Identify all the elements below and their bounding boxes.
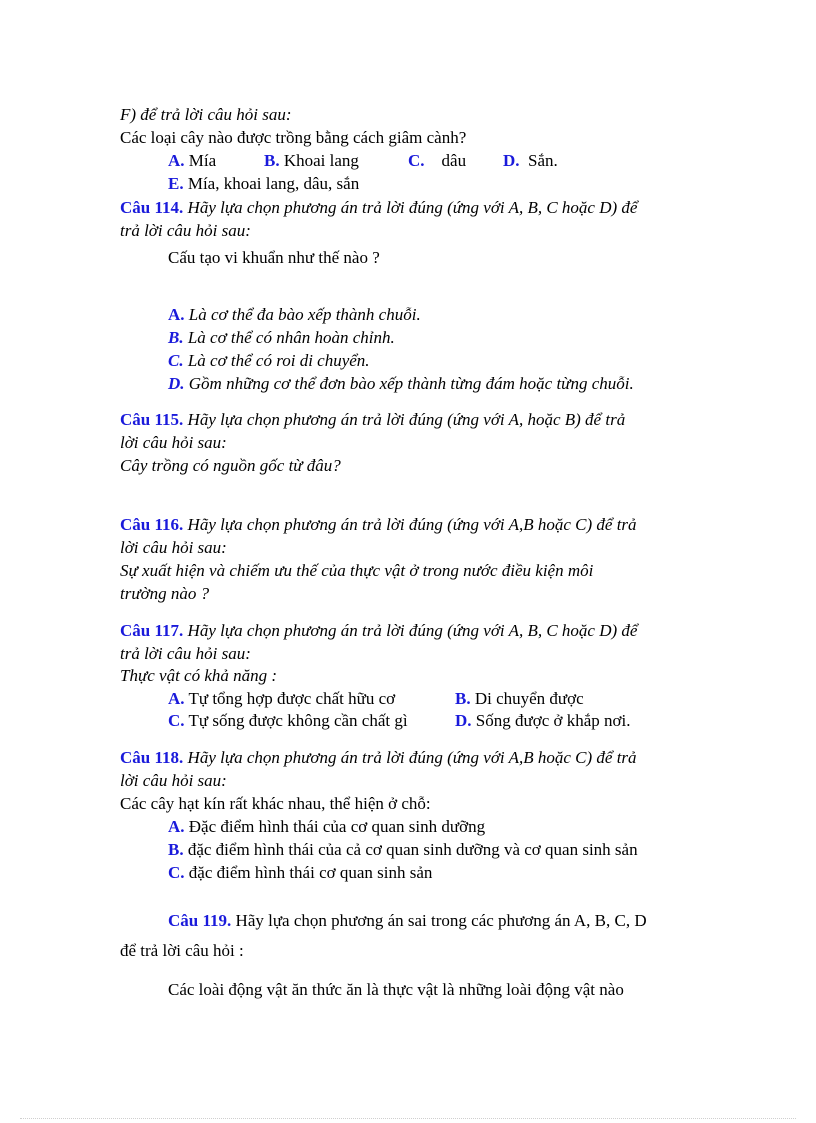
option-text: Gồm những cơ thể đơn bào xếp thành từng đám hoặc từng chuỗi. <box>188 374 634 393</box>
option-text: Khoai lang <box>283 151 359 170</box>
q113-option-a <box>168 150 216 172</box>
q115-intro <box>120 409 625 431</box>
q117-option-b <box>455 688 584 710</box>
option-text: Là cơ thể có nhân hoàn chỉnh. <box>187 328 395 347</box>
option-text: Mía, khoai lang, dâu, sắn <box>187 174 360 193</box>
intro-text: Hãy lựa chọn phương án sai trong các phương án A, B, C, D <box>235 911 647 930</box>
q117-option-a <box>168 688 395 710</box>
question-label: Câu 118. <box>120 748 184 767</box>
q114-intro-cont: trả lời câu hỏi sau: <box>120 221 251 240</box>
option-text: Là cơ thể đa bào xếp thành chuỗi. <box>188 305 421 324</box>
q113-option-e <box>168 173 359 195</box>
q114-option-c <box>168 350 370 372</box>
q113-question: Các loại cây nào được trồng bằng cách giâm cành? <box>120 128 467 147</box>
option-text: Tự tổng hợp được chất hữu cơ <box>188 689 396 708</box>
q116-question-cont: trường nào ? <box>120 584 210 603</box>
q114-option-a <box>168 304 421 326</box>
q117-question: Thực vật có khả năng : <box>120 666 278 685</box>
option-key: B. <box>264 151 280 170</box>
option-key: C. <box>168 863 185 882</box>
q116-intro <box>120 514 637 536</box>
q118-option-c <box>168 862 432 884</box>
option-key: E. <box>168 174 184 193</box>
option-key: A. <box>168 689 185 708</box>
option-text: Mía <box>188 151 217 170</box>
q118-question: Các cây hạt kín rất khác nhau, thể hiện ở chỗ: <box>120 794 431 813</box>
option-key: D. <box>503 151 520 170</box>
intro-text: Hãy lựa chọn phương án trả lời đúng (ứng với A, B, C hoặc D) để <box>187 621 638 640</box>
q114-option-b <box>168 327 395 349</box>
intro-text: Hãy lựa chọn phương án trả lời đúng (ứng với A, B, C hoặc D) để <box>187 198 638 217</box>
option-key: A. <box>168 817 185 836</box>
question-label: Câu 116. <box>120 515 184 534</box>
option-text: Là cơ thể có roi di chuyển. <box>187 351 370 370</box>
q119-question: Các loài động vật ăn thức ăn là thực vật là những loài động vật nào <box>168 980 624 999</box>
option-text: Đặc điểm hình thái của cơ quan sinh dưỡng <box>188 817 486 836</box>
option-text: đặc điểm hình thái cơ quan sinh sản <box>188 863 433 882</box>
option-text: đặc điểm hình thái của cả cơ quan sinh dưỡng và cơ quan sinh sản <box>187 840 638 859</box>
q113-option-b <box>264 150 359 172</box>
q119-intro <box>168 910 647 932</box>
option-key: C. <box>168 711 185 730</box>
q119-intro-cont: để trả lời câu hỏi : <box>120 941 244 960</box>
option-text: dâu <box>441 151 467 170</box>
option-key: B. <box>455 689 471 708</box>
q117-option-d <box>455 710 630 732</box>
option-key: A. <box>168 305 185 324</box>
q118-option-b <box>168 839 638 861</box>
question-label: Câu 115. <box>120 410 184 429</box>
q113-intro-tail: F) để trả lời câu hỏi sau: <box>120 105 292 124</box>
q118-option-a <box>168 816 485 838</box>
q118-intro-cont: lời câu hỏi sau: <box>120 771 227 790</box>
q114-question: Cấu tạo vi khuẩn như thế nào ? <box>168 248 380 267</box>
option-key: D. <box>455 711 472 730</box>
q117-option-c <box>168 710 408 732</box>
q115-question: Cây trồng có nguồn gốc từ đâu? <box>120 456 341 475</box>
q113-option-c <box>408 150 466 172</box>
intro-text: Hãy lựa chọn phương án trả lời đúng (ứng với A,B hoặc C) để trả <box>187 515 637 534</box>
q113-option-d <box>503 150 558 172</box>
option-key: B. <box>168 840 184 859</box>
option-key: A. <box>168 151 185 170</box>
q114-option-d <box>168 373 634 395</box>
intro-text: Hãy lựa chọn phương án trả lời đúng (ứng với A,B hoặc C) để trả <box>187 748 637 767</box>
q116-question: Sự xuất hiện và chiếm ưu thế của thực vật ở trong nước điều kiện môi <box>120 561 594 580</box>
q117-intro <box>120 620 637 642</box>
option-key: C. <box>168 351 184 370</box>
option-text: Di chuyển được <box>474 689 584 708</box>
q116-intro-cont: lời câu hỏi sau: <box>120 538 227 557</box>
option-text: Sống được ở khắp nơi. <box>475 711 631 730</box>
q114-intro <box>120 197 637 219</box>
option-key: C. <box>408 151 425 170</box>
option-key: D. <box>168 374 185 393</box>
question-label: Câu 114. <box>120 198 184 217</box>
question-label: Câu 117. <box>120 621 184 640</box>
option-key: B. <box>168 328 184 347</box>
option-text: Tự sống được không cần chất gì <box>188 711 408 730</box>
q118-intro <box>120 747 637 769</box>
intro-text: Hãy lựa chọn phương án trả lời đúng (ứng với A, hoặc B) để trả <box>187 410 626 429</box>
q115-intro-cont: lời câu hỏi sau: <box>120 433 227 452</box>
q117-intro-cont: trả lời câu hỏi sau: <box>120 644 251 663</box>
question-label: Câu 119. <box>168 911 232 930</box>
option-text: Sắn. <box>528 151 558 170</box>
page-bottom-rule <box>20 1118 796 1119</box>
